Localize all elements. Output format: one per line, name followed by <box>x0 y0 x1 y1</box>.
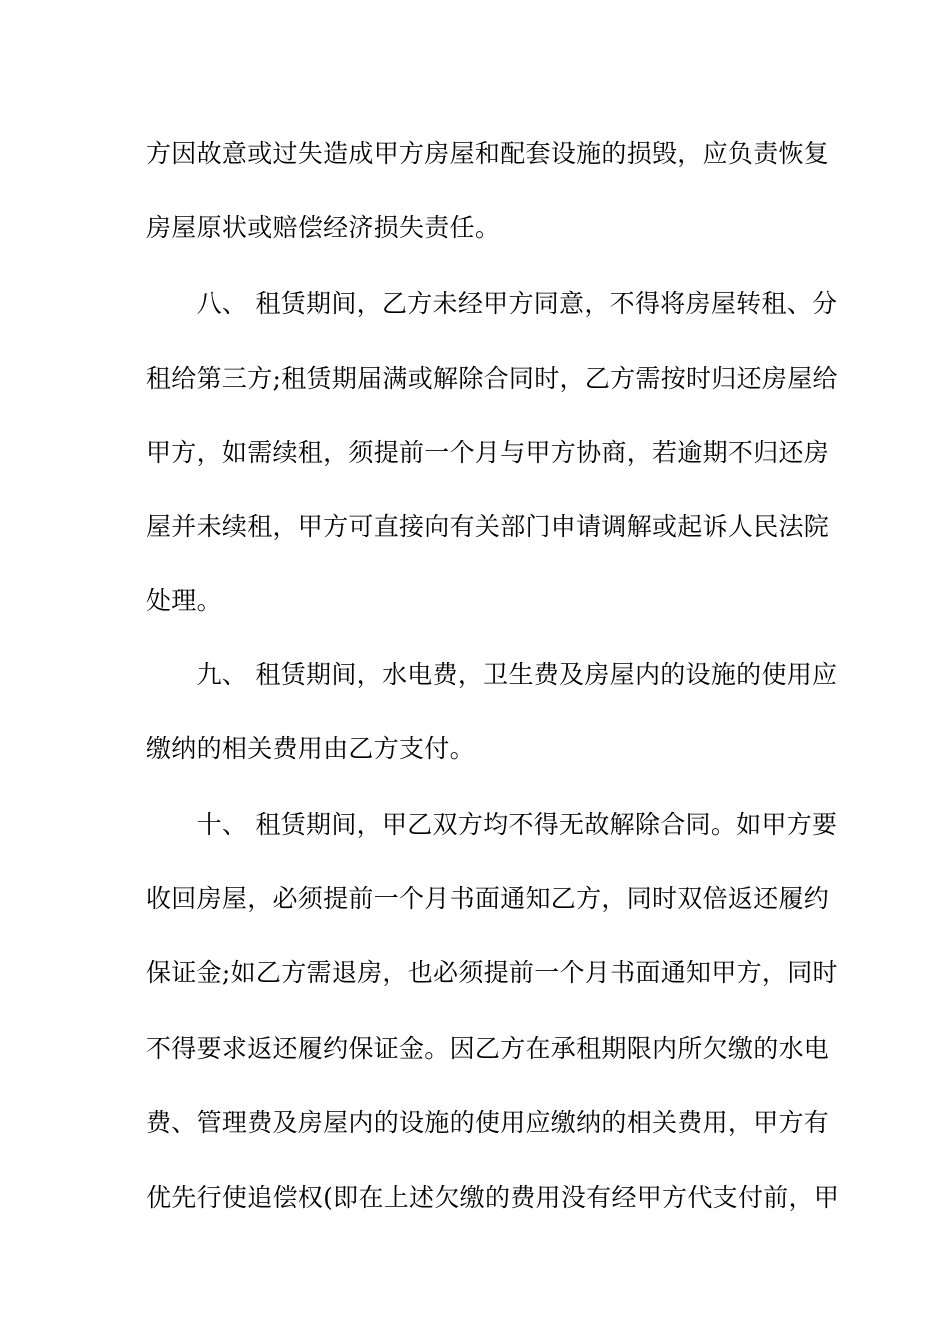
text-line: 十、 租赁期间，甲乙双方均不得无故解除合同。如甲方要 <box>146 810 838 839</box>
text-line: 方因故意或过失造成甲方房屋和配套设施的损毁，应负责恢复 <box>146 139 830 168</box>
text-line: 八、 租赁期间，乙方未经甲方同意，不得将房屋转租、分 <box>146 289 838 318</box>
text-line: 费、管理费及房屋内的设施的使用应缴纳的相关费用，甲方有 <box>146 1108 830 1137</box>
text-line: 九、 租赁期间，水电费，卫生费及房屋内的设施的使用应 <box>146 660 838 689</box>
text-line: 保证金;如乙方需退房，也必须提前一个月书面通知甲方，同时 <box>146 958 838 987</box>
text-line: 处理。 <box>146 586 222 615</box>
text-line: 优先行使追偿权(即在上述欠缴的费用没有经甲方代支付前，甲 <box>146 1183 840 1212</box>
text-line: 租给第三方;租赁期届满或解除合同时，乙方需按时归还房屋给 <box>146 364 838 393</box>
text-line: 屋并未续租，甲方可直接向有关部门申请调解或起诉人民法院 <box>146 512 830 541</box>
text-line: 甲方，如需续租，须提前一个月与甲方协商，若逾期不归还房 <box>146 438 830 467</box>
text-line: 不得要求返还履约保证金。因乙方在承租期限内所欠缴的水电 <box>146 1034 830 1063</box>
text-line: 收回房屋，必须提前一个月书面通知乙方，同时双倍返还履约 <box>146 884 830 913</box>
text-line: 房屋原状或赔偿经济损失责任。 <box>146 213 501 242</box>
text-line: 缴纳的相关费用由乙方支付。 <box>146 734 475 763</box>
